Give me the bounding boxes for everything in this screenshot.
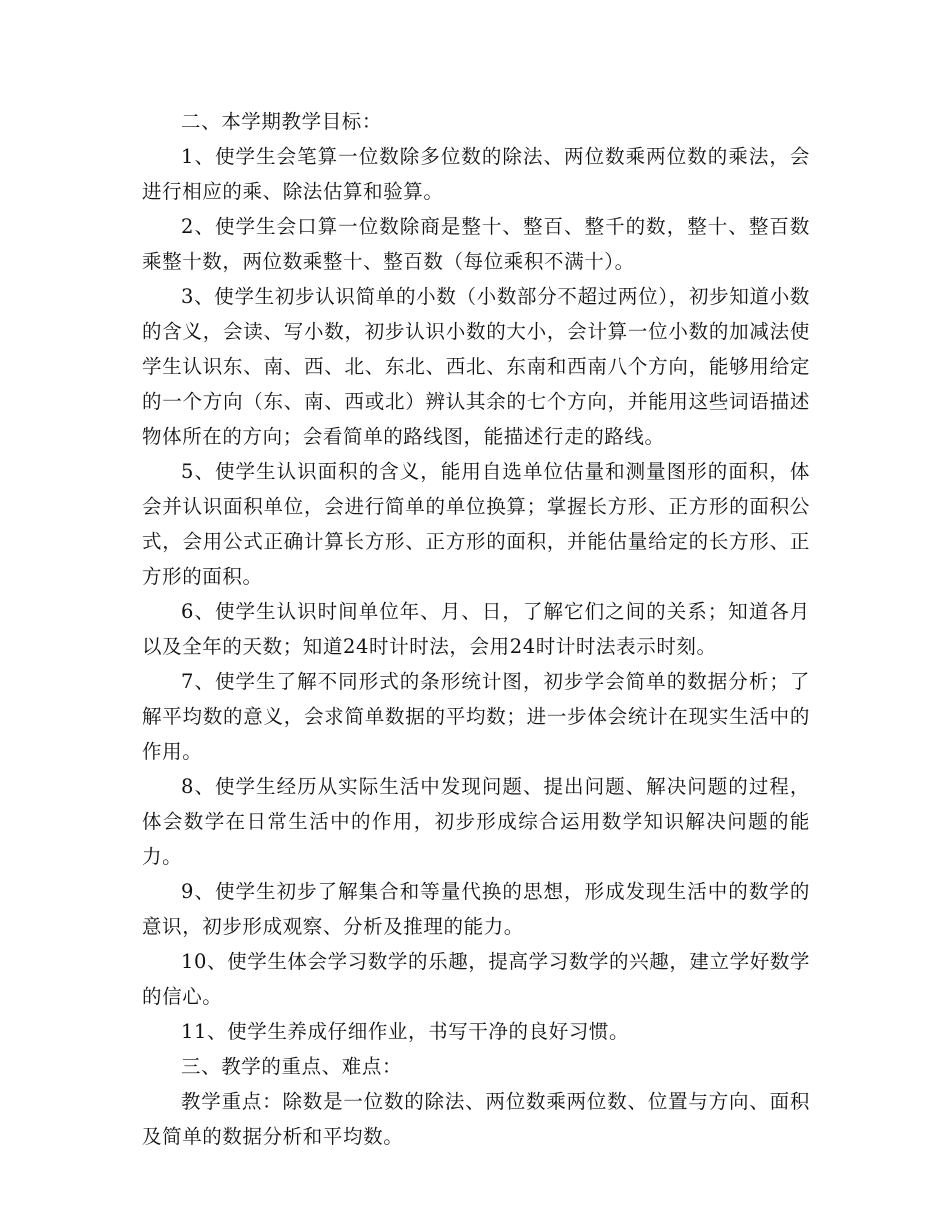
key-points-text: 教学重点：除数是一位数的除法、两位数乘两位数、位置与方向、面积及简单的数据分析和平均数。 xyxy=(142,1090,810,1148)
goal-item-10: 10、使学生体会学习数学的乐趣，提高学习数学的兴趣，建立学好数学的信心。 xyxy=(142,950,811,1008)
goal-item-2: 2、使学生会口算一位数除商是整十、整百、整千的数，整十、整百数乘整十数，两位数乘整十、整百数（每位乘积不满十）。 xyxy=(142,215,810,273)
document-body xyxy=(142,104,810,1154)
goal-item-6: 6、使学生认识时间单位年、月、日，了解它们之间的关系；知道各月以及全年的天数；知道24时计时法，会用24时计时法表示时刻。 xyxy=(142,600,810,658)
goal-item-5: 5、使学生认识面积的含义，能用自选单位估量和测量图形的面积，体会并认识面积单位，会进行简单的单位换算；掌握长方形、正方形的面积公式，会用公式正确计算长方形、正方形的面积，并能估量给定的长方形、正方形的面积。 xyxy=(142,460,810,588)
goal-item-1: 1、使学生会笔算一位数除多位数的除法、两位数乘两位数的乘法，会进行相应的乘、除法估算和验算。 xyxy=(142,145,810,203)
goal-item-8: 8、使学生经历从实际生活中发现问题、提出问题、解决问题的过程，体会数学在日常生活中的作用，初步形成综合运用数学知识解决问题的能力。 xyxy=(142,775,810,868)
goal-item-3: 3、使学生初步认识简单的小数（小数部分不超过两位），初步知道小数的含义，会读、写小数，初步认识小数的大小，会计算一位小数的加减法使学生认识东、南、西、北、东北、西北、东南和西南八个方向，能够用给定的一个方向（东、南、西或北）辨认其余的七个方向，并能用这些词语描述物体所在的方向；会看简单的路线图，能描述行走的路线。 xyxy=(142,285,810,448)
section-heading-goals: 二、本学期教学目标： xyxy=(181,110,383,133)
goal-item-9: 9、使学生初步了解集合和等量代换的思想，形成发现生活中的数学的意识，初步形成观察、分析及推理的能力。 xyxy=(142,880,810,938)
goal-item-7: 7、使学生了解不同形式的条形统计图，初步学会简单的数据分析；了解平均数的意义，会求简单数据的平均数；进一步体会统计在现实生活中的作用。 xyxy=(142,670,810,763)
section-heading-key-points: 三、教学的重点、难点： xyxy=(181,1055,403,1078)
goal-item-11: 11、使学生养成仔细作业，书写干净的良好习惯。 xyxy=(181,1020,630,1043)
